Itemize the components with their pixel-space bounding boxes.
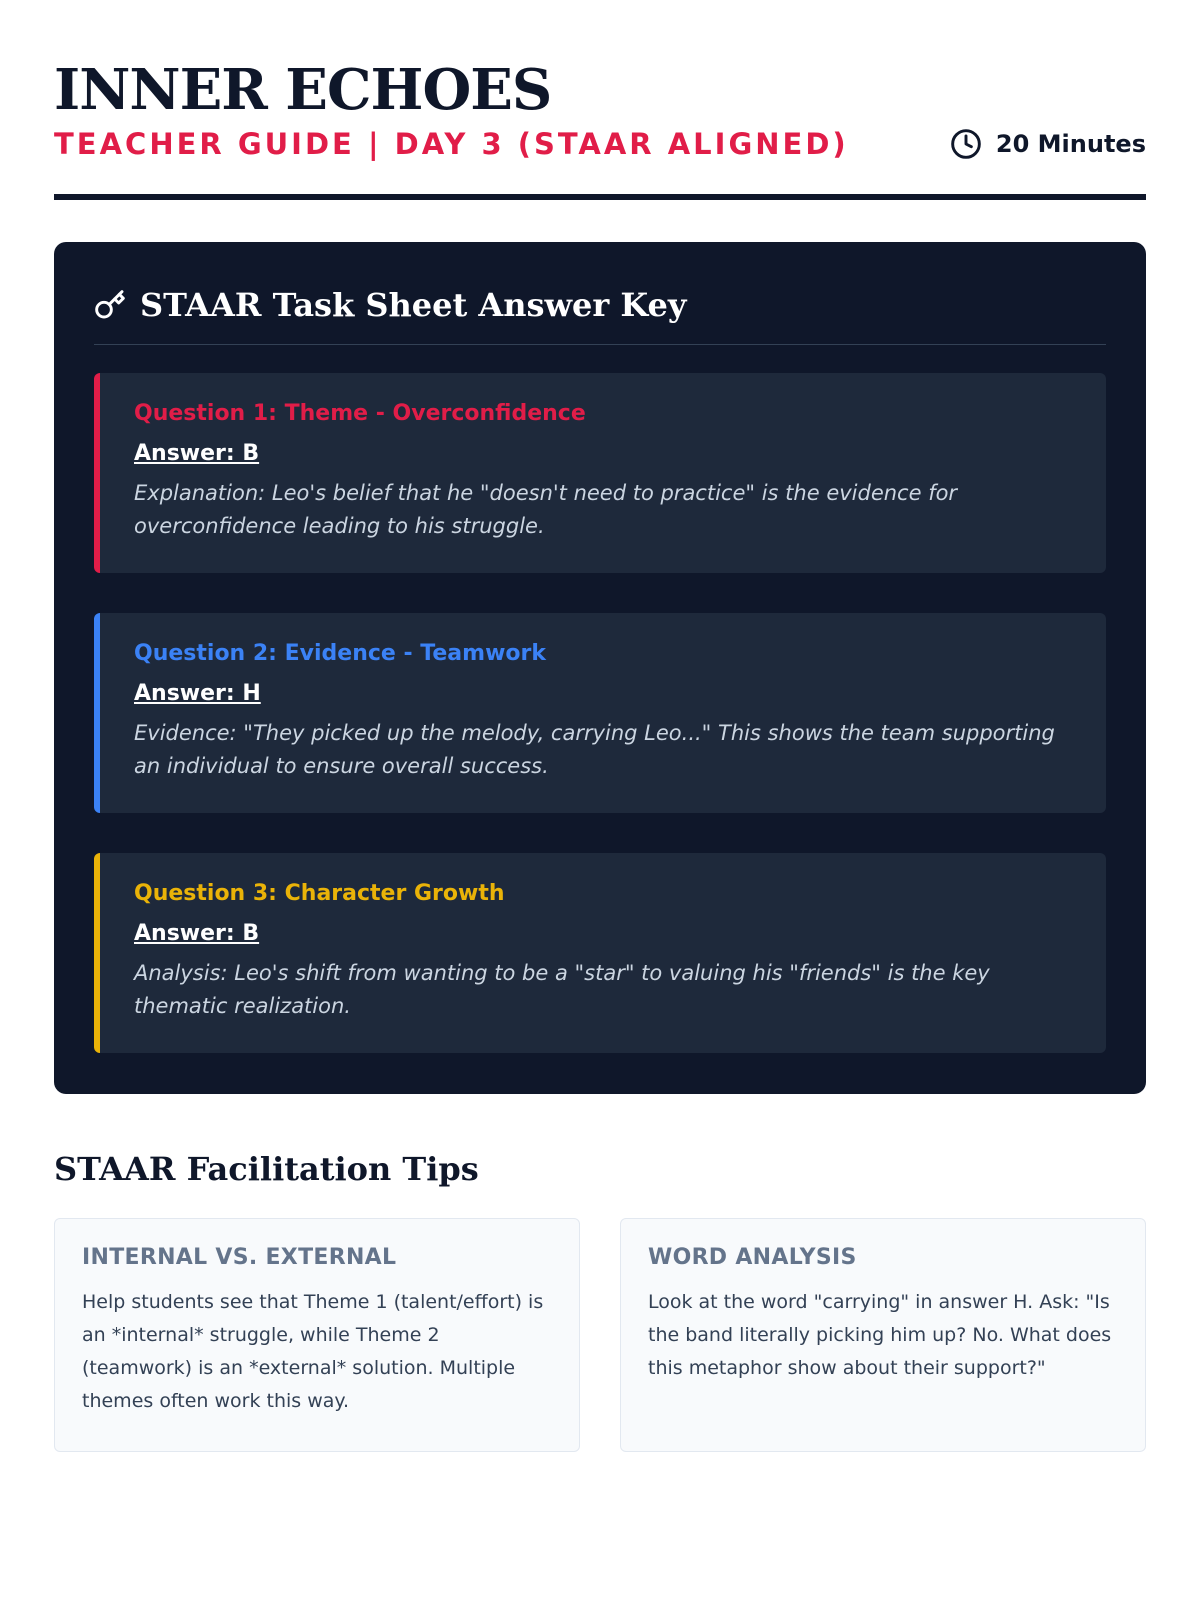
answer-key-divider [94, 344, 1106, 345]
question-title: Question 2: Evidence - Teamwork [134, 641, 546, 666]
question-title: Question 3: Character Growth [134, 881, 505, 906]
page-header [54, 0, 1146, 200]
question-card-2 [94, 613, 1106, 813]
question-explanation: Explanation: Leo's belief that he "doesn't need to practice" is the evidence for overconfidence leading to his struggle. [134, 481, 958, 538]
question-answer: Answer: B [134, 921, 260, 946]
tip-body: Help students see that Theme 1 (talent/effort) is an *internal* struggle, while Theme 2 (teamwork) is an *external* solution. Multiple themes often work this way. [82, 1291, 544, 1412]
tips-title: STAAR Facilitation Tips [54, 1150, 479, 1188]
question-explanation: Evidence: "They picked up the melody, carrying Leo..." This shows the team supporting an individual to ensure overall success. [134, 721, 1055, 778]
header-divider [54, 194, 1146, 200]
key-icon [94, 289, 126, 321]
question-explanation: Analysis: Leo's shift from wanting to be a "star" to valuing his "friends" is the key thematic realization. [134, 961, 990, 1018]
clock-icon [950, 128, 982, 160]
tip-title: WORD ANALYSIS [648, 1245, 857, 1270]
duration-label: 20 Minutes [995, 130, 1146, 158]
page-subtitle: TEACHER GUIDE | DAY 3 (STAAR ALIGNED) [54, 127, 849, 161]
answer-key-title: STAAR Task Sheet Answer Key [140, 286, 687, 324]
question-answer: Answer: B [134, 441, 260, 466]
tip-card-1 [54, 1218, 580, 1452]
tip-title: INTERNAL VS. EXTERNAL [82, 1245, 397, 1270]
tips-grid [54, 1218, 1146, 1452]
duration [950, 128, 1146, 160]
tip-card-2 [620, 1218, 1146, 1452]
page-title: INNER ECHOES [54, 57, 552, 123]
answer-key-panel [54, 242, 1146, 1094]
question-answer: Answer: H [134, 681, 261, 706]
question-title: Question 1: Theme - Overconfidence [134, 401, 586, 426]
question-card-3 [94, 853, 1106, 1053]
question-card-1 [94, 373, 1106, 573]
answer-key-header [94, 282, 1106, 328]
subtitle-row [54, 124, 1146, 164]
tip-body: Look at the word "carrying" in answer H. Ask: "Is the band literally picking him up? No. What does this metaphor show about their support?" [648, 1291, 1112, 1379]
